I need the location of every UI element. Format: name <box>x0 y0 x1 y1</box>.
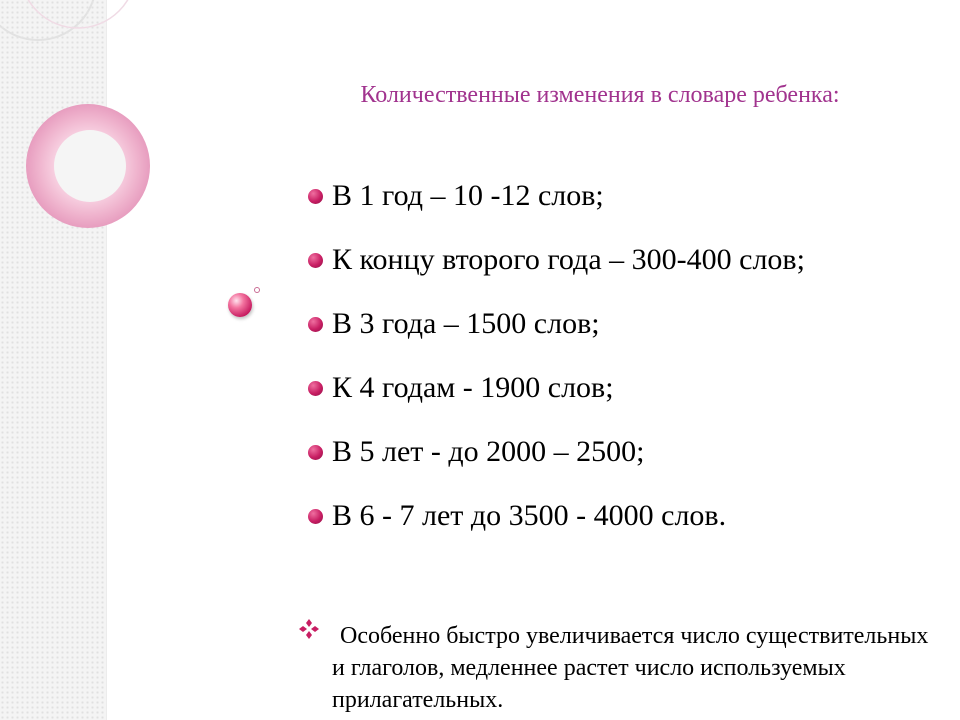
list-item-text: В 3 года – 1500 слов; <box>332 307 600 340</box>
decorative-rings <box>0 0 130 260</box>
list-item <box>308 292 805 356</box>
list-item <box>308 228 805 292</box>
list-item <box>308 356 805 420</box>
list-item-text: В 6 - 7 лет до 3500 - 4000 слов. <box>332 499 727 532</box>
list-item <box>308 164 805 228</box>
bullet-dot-icon <box>308 317 323 332</box>
list-item-text: В 5 лет - до 2000 – 2500; <box>332 435 645 468</box>
list-item <box>308 420 805 484</box>
list-item-text: К 4 годам - 1900 слов; <box>332 371 614 404</box>
list-item-text: В 1 год – 10 -12 слов; <box>332 179 604 212</box>
note-paragraph <box>300 620 940 716</box>
bullet-dot-icon <box>308 509 323 524</box>
note-text: Особенно быстро увеличивается число существительных и глаголов, медленнее растет число используемых прилагательных. <box>332 623 929 713</box>
decorative-small-ring <box>254 287 260 293</box>
bullet-dot-icon <box>308 189 323 204</box>
diamond-bullet-icon <box>298 618 320 640</box>
vocabulary-list <box>308 164 805 548</box>
bullet-dot-icon <box>308 445 323 460</box>
slide-title: Количественные изменения в словаре ребенка: <box>360 82 840 108</box>
list-item-text: К концу второго года – 300-400 слов; <box>332 243 805 276</box>
list-item <box>308 484 805 548</box>
decorative-sphere <box>228 293 252 317</box>
bullet-dot-icon <box>308 253 323 268</box>
bullet-dot-icon <box>308 381 323 396</box>
